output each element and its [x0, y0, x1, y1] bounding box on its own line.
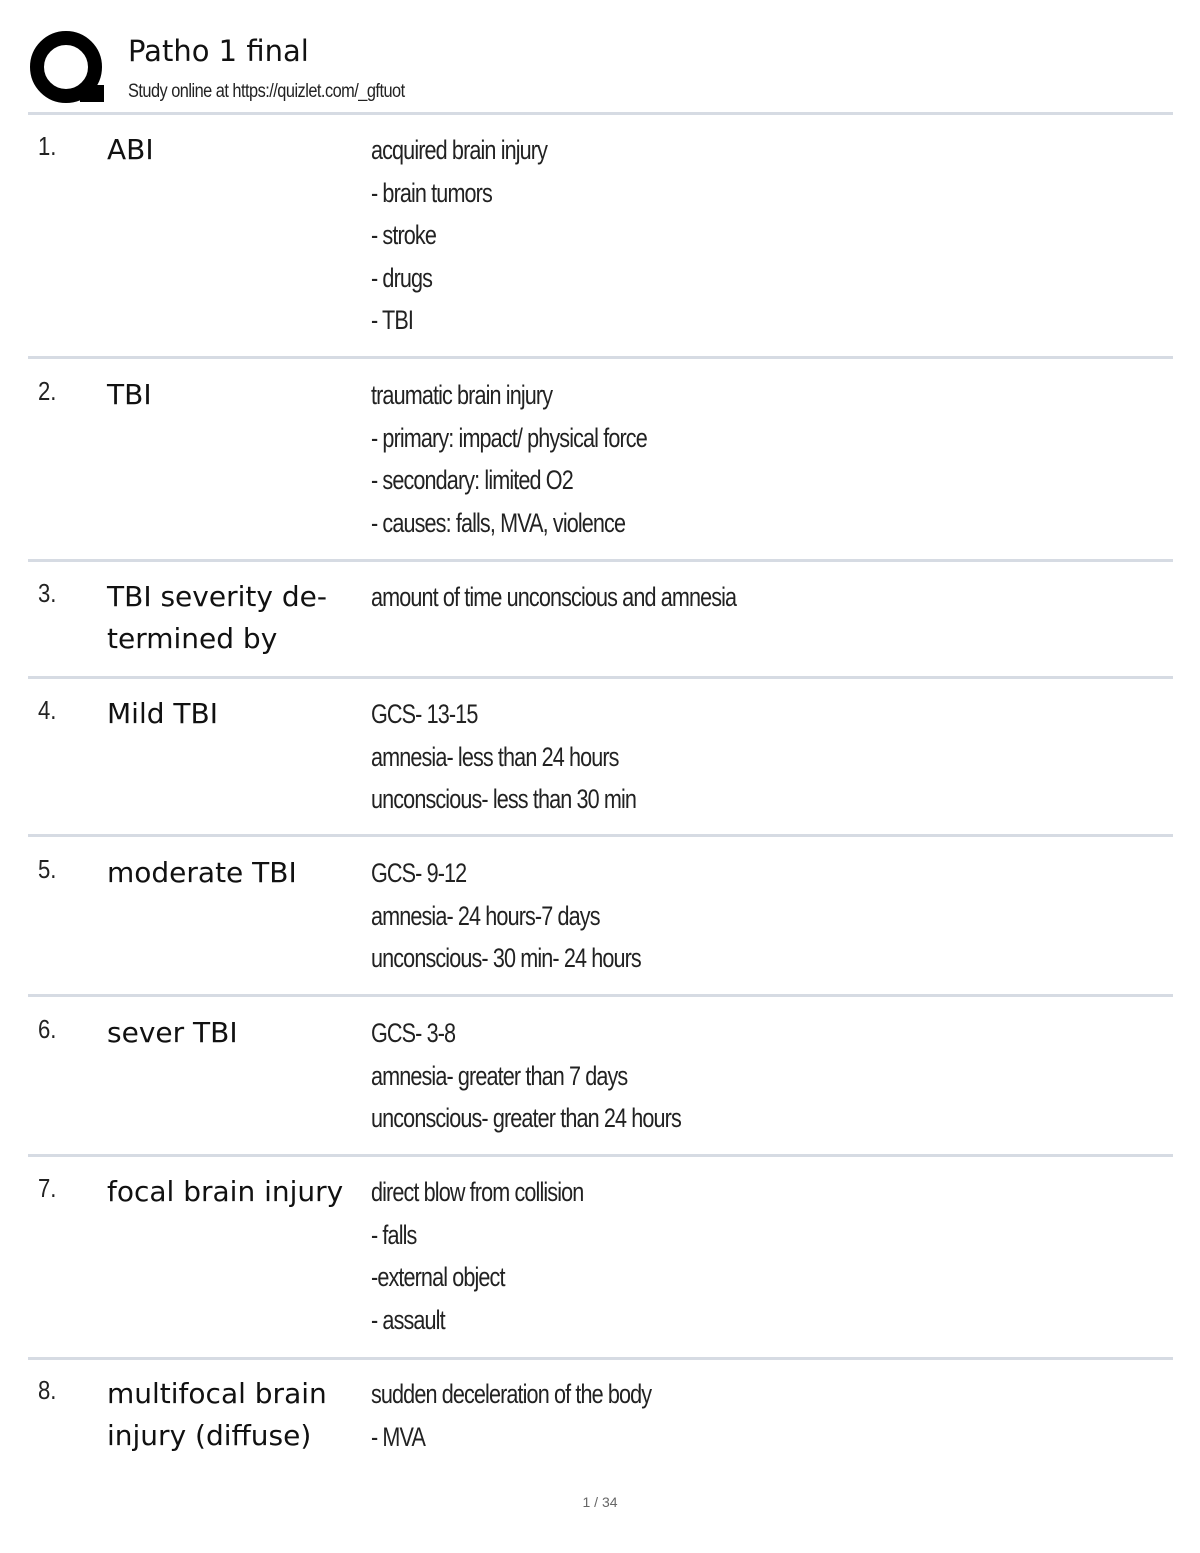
card-number: 6.: [38, 1014, 57, 1044]
divider: [28, 834, 1173, 837]
card-definition: amount of time unconscious and amnesia: [371, 582, 737, 612]
quizlet-q-logo-icon: [30, 30, 108, 108]
card-term: focal brain injury: [107, 1175, 344, 1208]
study-online-link[interactable]: Study online at https://quizlet.com/_gftuot: [128, 81, 405, 102]
divider: [28, 559, 1173, 562]
card-term: sever TBI: [107, 1016, 238, 1049]
card-definition: traumatic brain injury - primary: impact/ physical force - secondary: limited O2 - causes: falls, MVA, violence: [371, 380, 647, 538]
card-definition: GCS- 9-12 amnesia- 24 hours-7 days unconscious- 30 min- 24 hours: [371, 858, 641, 973]
card-term: Mild TBI: [107, 697, 218, 730]
divider: [28, 1154, 1173, 1157]
card-definition: direct blow from collision - falls -external object - assault: [371, 1177, 584, 1335]
card-definition: GCS- 13-15 amnesia- less than 24 hours unconscious- less than 30 min: [371, 699, 637, 814]
page-number: 1 / 34: [582, 1494, 618, 1510]
card-number: 7.: [38, 1173, 57, 1203]
divider: [28, 994, 1173, 997]
card-term: multifocal brain injury (diffuse): [107, 1377, 327, 1452]
card-term: TBI: [107, 378, 152, 411]
card-term: ABI: [107, 133, 154, 166]
card-number: 5.: [38, 854, 57, 884]
page-header: [30, 30, 1172, 112]
card-number: 4.: [38, 695, 57, 725]
card-term: TBI severity de-termined by: [107, 580, 327, 655]
card-definition: GCS- 3-8 amnesia- greater than 7 days unconscious- greater than 24 hours: [371, 1018, 681, 1133]
card-number: 8.: [38, 1375, 57, 1405]
divider: [28, 112, 1173, 115]
card-definition: acquired brain injury - brain tumors - stroke - drugs - TBI: [371, 135, 548, 335]
divider: [28, 1357, 1173, 1360]
page-title: Patho 1 final: [128, 34, 309, 68]
divider: [28, 676, 1173, 679]
card-definition: sudden deceleration of the body - MVA: [371, 1379, 652, 1452]
card-number: 3.: [38, 578, 57, 608]
divider: [28, 356, 1173, 359]
card-term: moderate TBI: [107, 856, 297, 889]
card-number: 2.: [38, 376, 57, 406]
card-number: 1.: [38, 131, 57, 161]
